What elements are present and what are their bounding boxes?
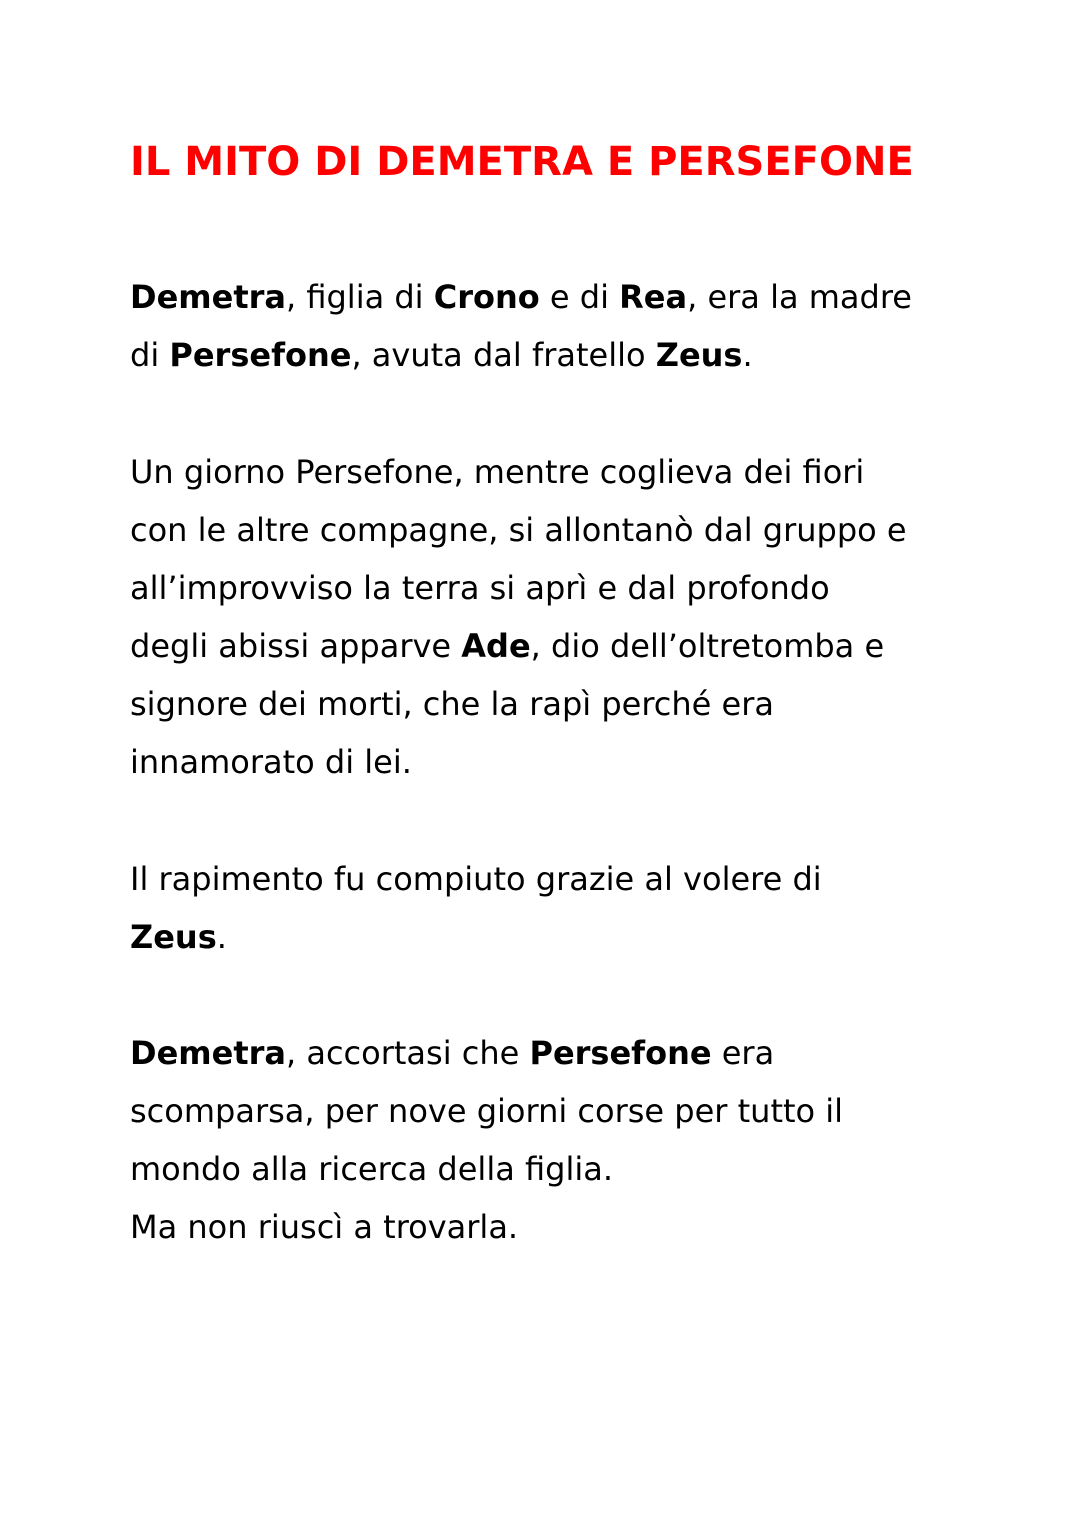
text-line: Il rapimento fu compiuto grazie al volere di: [130, 860, 822, 898]
name-demetra: Demetra: [130, 1034, 286, 1072]
text-span: , figlia di: [285, 278, 434, 316]
page-title: IL MITO DI DEMETRA E PERSEFONE: [130, 139, 914, 185]
name-zeus: Zeus: [655, 336, 743, 374]
text-line: Ma non riuscì a trovarla.: [130, 1208, 519, 1246]
text-line: scomparsa, per nove giorni corse per tutto il: [130, 1092, 844, 1130]
name-zeus: Zeus: [130, 918, 217, 956]
paragraph-3: [130, 850, 940, 966]
text-line: [130, 908, 940, 966]
text-line: [130, 617, 940, 675]
text-line: [130, 326, 940, 384]
name-ade: Ade: [461, 627, 531, 665]
name-persefone: Persefone: [529, 1034, 712, 1072]
text-span: di: [130, 336, 170, 374]
text-line: innamorato di lei.: [130, 743, 412, 781]
text-line: mondo alla ricerca della figlia.: [130, 1150, 614, 1188]
text-span: , era la madre: [687, 278, 912, 316]
paragraph-4: [130, 1024, 940, 1256]
text-span: e di: [539, 278, 620, 316]
name-rea: Rea: [619, 278, 688, 316]
text-span: .: [742, 336, 753, 374]
text-line: [130, 1024, 940, 1082]
text-span: , avuta dal fratello: [351, 336, 656, 374]
paragraph-1: [130, 268, 940, 384]
name-persefone: Persefone: [169, 336, 352, 374]
text-line: all’improvviso la terra si aprì e dal profondo: [130, 569, 830, 607]
text-line: con le altre compagne, si allontanò dal gruppo e: [130, 511, 907, 549]
name-crono: Crono: [433, 278, 540, 316]
text-span: , accortasi che: [285, 1034, 530, 1072]
text-line: [130, 268, 940, 326]
paragraph-2: [130, 443, 940, 791]
text-span: , dio dell’oltretomba e: [530, 627, 885, 665]
text-line: Un giorno Persefone, mentre coglieva dei fiori: [130, 453, 865, 491]
text-span: .: [216, 918, 227, 956]
text-span: degli abissi apparve: [130, 627, 462, 665]
name-demetra: Demetra: [130, 278, 286, 316]
text-line: signore dei morti, che la rapì perché era: [130, 685, 774, 723]
text-span: era: [711, 1034, 775, 1072]
